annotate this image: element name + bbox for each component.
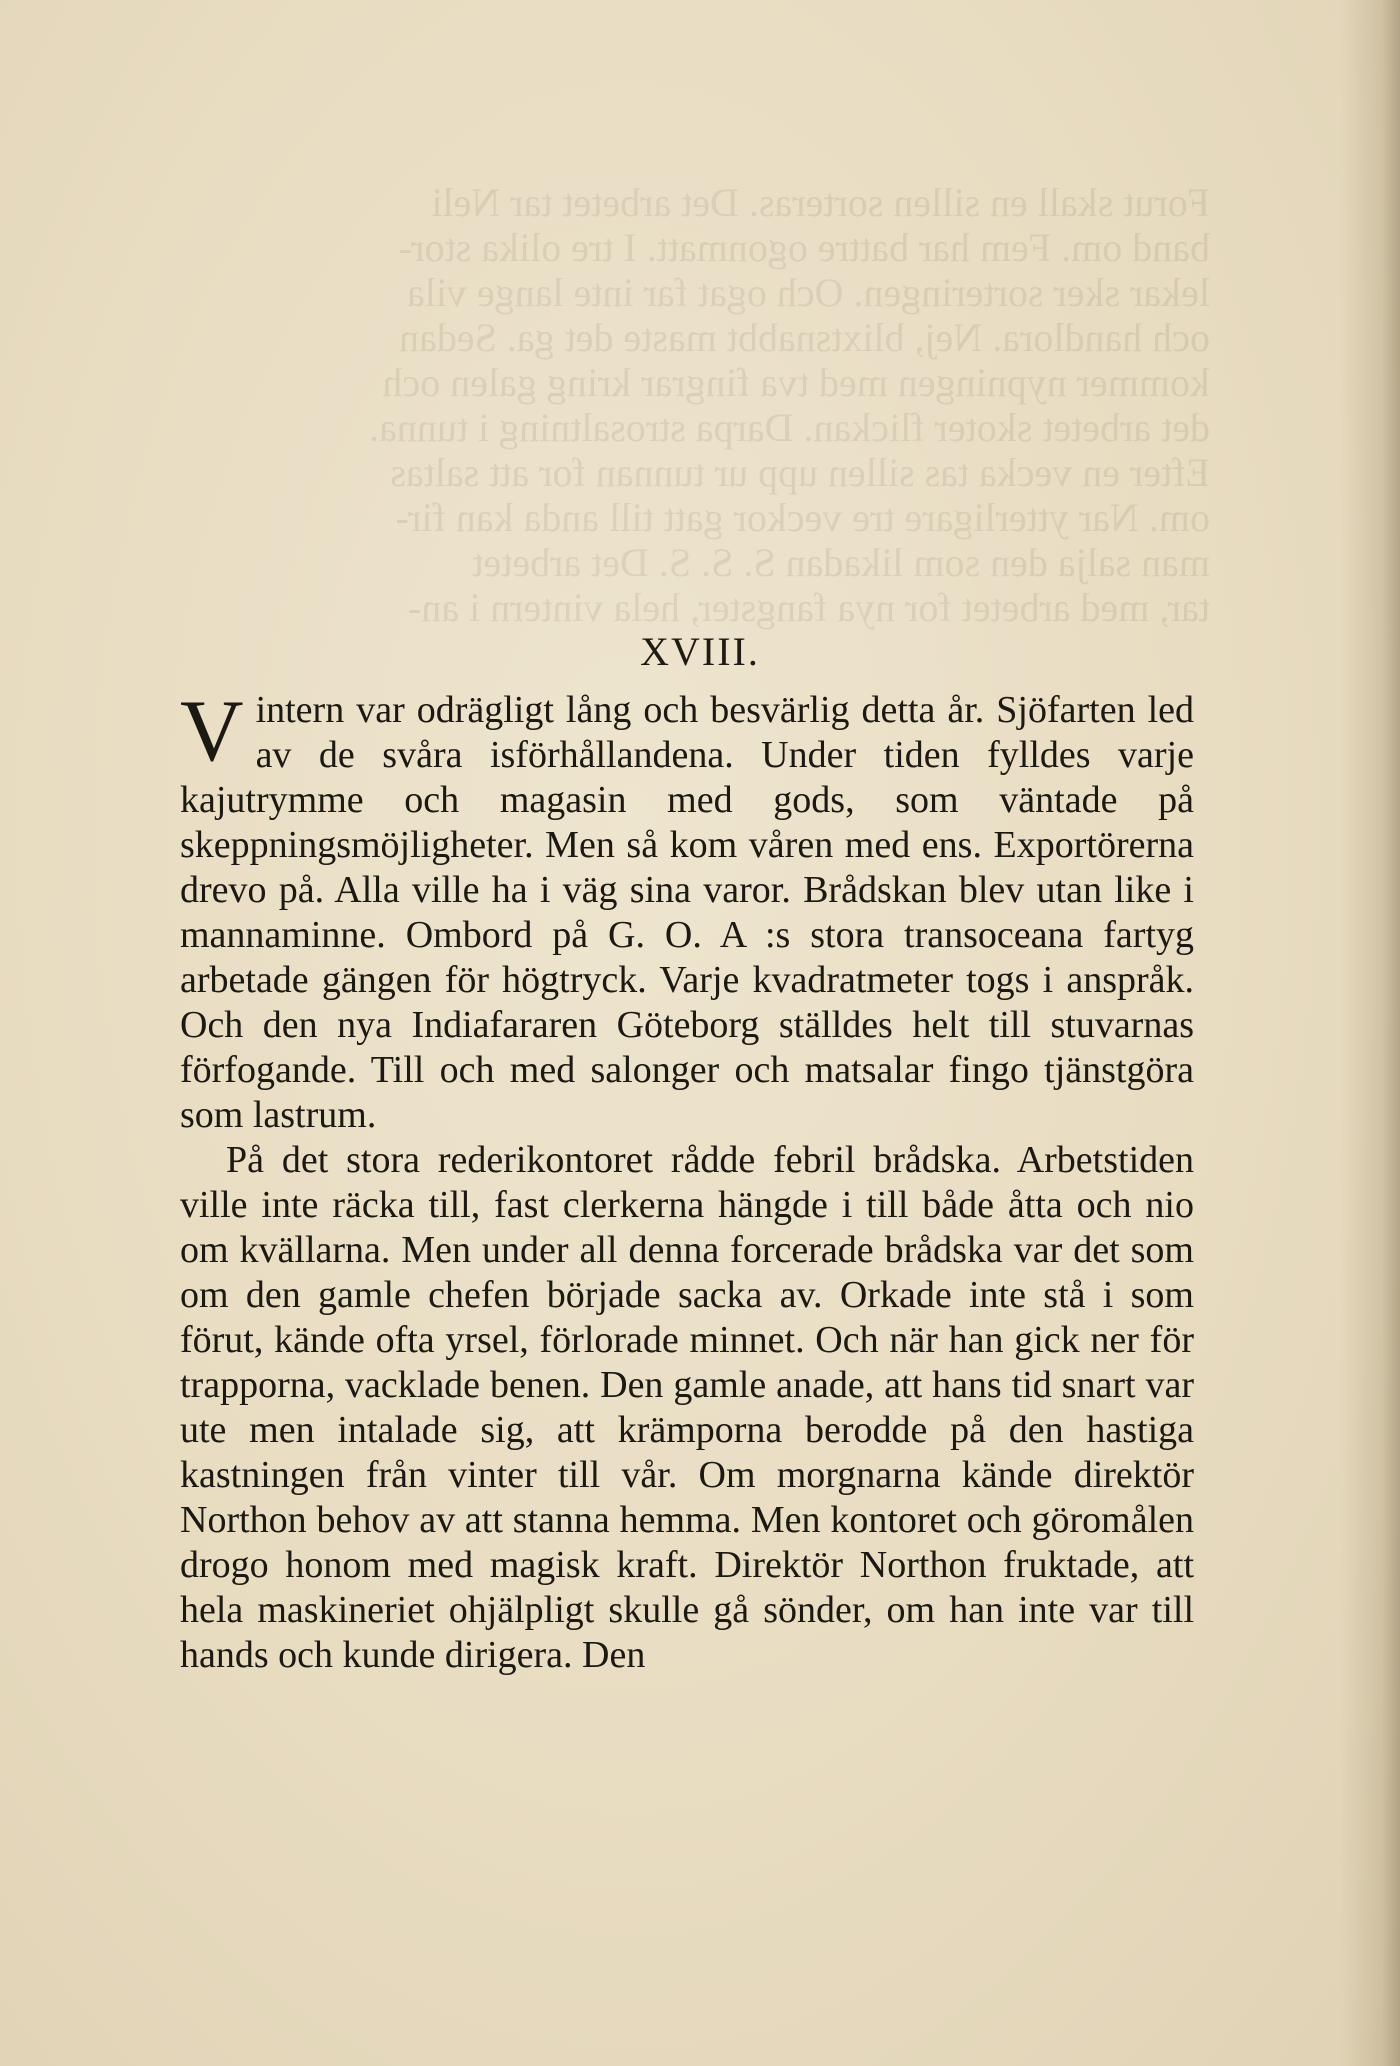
ghost-line: Efter en vecka tas sillen upp ur tunnan for att saltas — [390, 450, 1210, 495]
ghost-line: kommer nypningen med tva fingrar kring galen och — [382, 360, 1210, 405]
paragraph-2: På det stora rederikontoret rådde febril brådska. Arbetstiden ville inte räcka till, fast clerkerna hängde i till både åtta och nio om kvällarna. Men under all denna forcerade brådska var det som om den gamle chefen började sacka av. Orkade inte stå i som förut, kände ofta yrsel, förlorade minnet. Och när han gick ner för trapporna, vacklade benen. Den gamle anade, att hans tid snart var ute men intalade sig, att krämporna berodde på den hastiga kastningen från vinter till vår. Om morgnarna kände direktör Northon behov av att stanna hemma. Men kontoret och göromålen drogo honom med magisk kraft. Direktör Northon fruktade, att hela maskineriet ohjälpligt skulle gå sönder, om han inte var till hands och kunde dirigera. Den — [180, 1139, 1194, 1676]
drop-cap: V — [180, 683, 244, 780]
ghost-line: och handlora. Nej, blixtsnabbt maste det ga. Sedan — [399, 315, 1210, 360]
bleed-through-text — [170, 180, 1210, 630]
paragraph-1 — [180, 683, 1194, 1138]
chapter-heading: XVIII. — [640, 629, 760, 674]
ghost-line: det arbetet skoter flickan. Darpa strosaltning i tunna. — [369, 405, 1210, 450]
ghost-line: tar, med arbetet for nya fangster, hela vintern i an- — [408, 585, 1210, 630]
ghost-line: lekar sker sorteringen. Och ogat far inte lange vila — [406, 270, 1210, 315]
chapter-body — [180, 683, 1194, 1678]
paragraph-1-text: intern var odrägligt lång och besvärlig detta år. Sjöfarten led av de svåra isförhållandena. Under tiden fylldes varje kajutrymme och magasin med gods, som väntade på skeppningsmöjligheter. Men så kom våren med ens. Exportörerna drevo på. Alla ville ha i väg sina varor. Brådskan blev utan like i mannaminne. Ombord på G. O. A :s stora transoceana fartyg arbetade gängen för högtryck. Varje kvadratmeter togs i anspråk. Och den nya Indiafararen Göteborg ställdes helt till stuvarnas förfogande. Till och med salonger och matsalar fingo tjänstgöra som lastrum. — [180, 689, 1194, 1136]
ghost-line: man salja den som likadan S. S. S. Det arbetet — [472, 540, 1210, 585]
ghost-line: band om. Fem har battre ogonmatt. I tre olika stor- — [398, 225, 1210, 270]
ghost-line: Forut skall en sillen sorteras. Det arbetet tar Neli — [431, 180, 1210, 225]
ghost-line: om. Nar ytterligare tre veckor gatt till anda kan fir- — [395, 495, 1210, 540]
